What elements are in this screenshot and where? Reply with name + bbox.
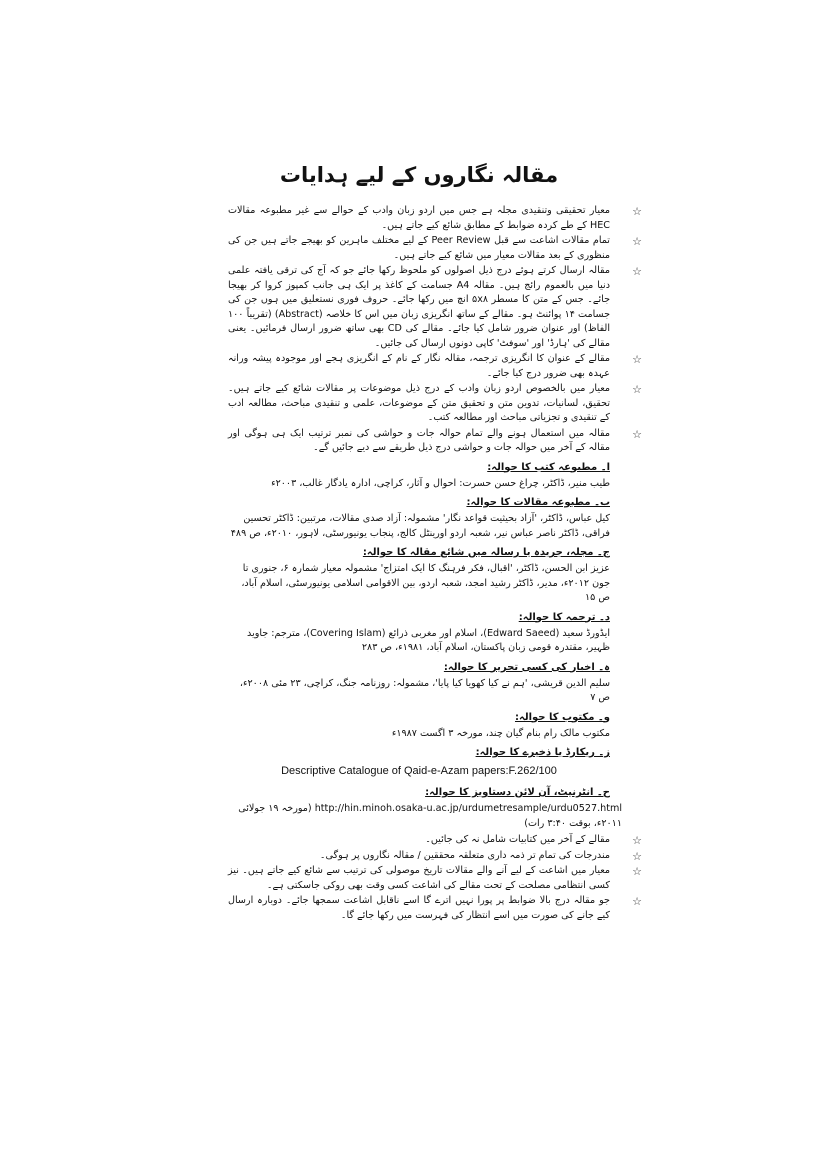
rule-item	[228, 427, 642, 456]
rule-item	[228, 264, 642, 351]
section-example-internet: http://hin.minoh.osaka-u.ac.jp/urdumetresample/urdu0527.html (مورخہ ۱۹ جولائی ۲۰۱۱ء، بوقت ۳:۴۰ رات)	[238, 803, 622, 829]
rule-text: مقالہ ارسال کرتے ہوئے درج ذیل اصولوں کو ملحوظ رکھا جائے جو کہ آج کی ترقی یافتہ علمی دنیا میں بالعموم رائج ہیں۔ مقالہ A4 جسامت کے کاغذ پر ایک ہی جانب کمپوز کروا کر بھیجا جائے۔ جس کے متن کا مسطر ۵x۸ انچ میں رکھا جائے۔ حروف فوری نستعلیق میں ہوں جن کی جسامت ۱۴ پوائنٹ ہو۔ مقالے کے ساتھ انگریزی زبان میں اس کا خلاصہ (Abstract) (تقریباً ۱۰۰ الفاظ) اور عنوان ضرور شامل کیا جائے۔ مقالے کی CD بھی ساتھ ضرور ارسال فرمائیں۔ یعنی مقالے کی 'ہارڈ' اور 'سوفٹ' کاپی دونوں ارسال کی جائیں۔	[228, 265, 611, 349]
star-bullet-icon: ☆	[632, 383, 642, 396]
rule-item	[228, 352, 642, 381]
rule-text: معیار میں اشاعت کے لیے آنے والے مقالات تاریخ موصولی کی ترتیب سے شائع کیے جاتے ہیں۔ نیز کسی انتظامی مصلحت کے تحت مقالے کی اشاعت کسی وقت بھی روکی جاسکتی ہے۔	[228, 865, 610, 891]
star-bullet-icon: ☆	[632, 353, 642, 366]
rules-list	[228, 204, 642, 456]
section-heading-printed-articles: ب۔ مطبوعہ مقالات کا حوالہ:	[466, 497, 610, 508]
section-example-newspaper: سلیم الدین قریشی، 'ہم نے کیا کھویا کیا پایا'، مشمولہ: روزنامہ جنگ، کراچی، ۲۳ مئی ۲۰۰۸ء، ص ۷	[239, 677, 610, 703]
section-example-printed-articles: کیل عباس، ڈاکٹر، 'آزاد بحیثیت قواعد نگار' مشمولہ: آزاد صدی مقالات، مرتبین: ڈاکٹر تحسین فراقی، ڈاکٹر ناصر عباس نیر، شعبہ اردو اورینٹل کالج، پنجاب یونیورسٹی، لاہور، ۲۰۱۰ء، ص ۴۸۹	[230, 513, 610, 539]
rule-text: مندرجات کی تمام تر ذمہ داری متعلقہ محققین / مقالہ نگاروں پر ہوگی۔	[319, 849, 610, 861]
rule-text: تمام مقالات اشاعت سے قبل Peer Review کے لیے مختلف ماہرین کو بھیجے جاتے ہیں جن کی منظوری کے بعد مقالات معیار میں شائع کیے جاتے ہیں۔	[228, 235, 610, 261]
section-example-letter: مکتوب مالک رام بنام گیان چند، مورخہ ۳ اگست ۱۹۸۷ء	[391, 727, 610, 739]
rule-text: معیار تحقیقی وتنقیدی مجلہ ہے جس میں اردو زبان وادب کے حوالے سے غیر مطبوعہ مقالات HEC کے طے کردہ ضوابط کے مطابق شائع کیے جاتے ہیں۔	[228, 205, 610, 231]
guidelines-content	[228, 160, 642, 924]
star-bullet-icon: ☆	[632, 865, 642, 878]
rule-text: جو مقالہ درج بالا ضوابط پر پورا نہیں اترے گا اسے ناقابل اشاعت سمجھا جائے۔ دوبارہ ارسال کیے جانے کی صورت میں اسے انتظار کی فہرست میں رکھا جائے گا۔	[228, 895, 610, 921]
rule-item	[228, 894, 642, 923]
section-heading-record: ز۔ ریکارڈ یا ذخیرے کا حوالہ:	[475, 747, 610, 758]
star-bullet-icon: ☆	[632, 895, 642, 908]
rule-item	[228, 849, 642, 864]
closing-rules-list	[228, 833, 642, 923]
star-bullet-icon: ☆	[632, 205, 642, 218]
rule-text: مقالے کے آخر میں کتابیات شامل نہ کی جائیں۔	[425, 834, 610, 845]
reference-sections	[228, 460, 622, 832]
section-example-journal-articles: عزیز ابن الحسن، ڈاکٹر، 'اقبال، فکر فرہنگ کا ایک امتزاج' مشمولہ معیار شمارہ ۶، جنوری تا جون ۲۰۱۲ء، مدیر، ڈاکٹر رشید امجد، شعبہ اردو، بین الاقوامی اسلامی یونیورسٹی، اسلام آباد، ص ۱۵	[241, 563, 610, 603]
rule-text: مقالے کے عنوان کا انگریزی ترجمہ، مقالہ نگار کے نام کے انگریزی ہجے اور موجودہ پیشہ ورانہ عہدہ بھی ضرور درج کیا جائے۔	[228, 353, 610, 379]
rule-item	[228, 833, 642, 848]
section-example-record: Descriptive Catalogue of Qaid-e-Azam papers:F.262/100	[281, 765, 557, 777]
section-heading-journal-articles: ج۔ مجلہ، جریدہ یا رسالہ میں شائع مقالہ کا حوالہ:	[362, 547, 610, 558]
section-heading-newspaper: ہ۔ اخبار کی کسی تحریر کا حوالہ:	[443, 661, 610, 673]
section-heading-translation: د۔ ترجمہ کا حوالہ:	[518, 611, 610, 623]
star-bullet-icon: ☆	[632, 834, 642, 847]
star-bullet-icon: ☆	[632, 235, 642, 248]
section-heading-printed-books: ا۔ مطبوعہ کتب کا حوالہ:	[487, 461, 610, 473]
section-heading-letter: و۔ مکتوب کا حوالہ:	[514, 711, 610, 723]
rule-item	[228, 382, 642, 426]
star-bullet-icon: ☆	[632, 849, 642, 863]
rule-text: معیار میں بالخصوص اردو زبان وادب کے درج ذیل موضوعات پر مقالات شائع کیے جاتے ہیں۔ تحقیق، لسانیات، تدوین متن و تحقیق متن کے موضوعات، علمی و تنقیدی مباحث، مطالعہ ادب کے تنقیدی و تجزیاتی مباحث اور مطالعہ کتب۔	[228, 383, 610, 423]
rule-item	[228, 234, 642, 263]
rule-item	[228, 864, 642, 893]
rule-item	[228, 204, 642, 233]
section-example-printed-books: طیب منیر، ڈاکٹر، چراغ حسن حسرت: احوال و آثار، کراچی، ادارہ یادگار غالب، ۲۰۰۳ء	[271, 477, 610, 489]
star-bullet-icon: ☆	[632, 427, 642, 441]
section-example-translation: ایڈورڈ سعید (Edward Saeed)، اسلام اور مغربی ذرائع (Covering Islam)، مترجم: جاوید ظہیر، مقتدرہ قومی زبان پاکستان، اسلام آباد، ۱۹۸۱ء، ص ۲۸۳	[247, 627, 610, 653]
section-heading-internet: ح۔ انٹرنیٹ، آن لائن دستاویز کا حوالہ:	[425, 787, 610, 798]
page-title: مقالہ نگاروں کے لیے ہدایات	[279, 163, 559, 187]
rule-text: مقالہ میں استعمال ہونے والے تمام حوالہ جات و حواشی کی نمبر ترتیب ایک ہی ہوگی اور مقالہ کے آخر میں حوالہ جات و حواشی درج ذیل طریقے سے دیے جائیں گے۔	[228, 427, 610, 453]
star-bullet-icon: ☆	[632, 265, 642, 278]
